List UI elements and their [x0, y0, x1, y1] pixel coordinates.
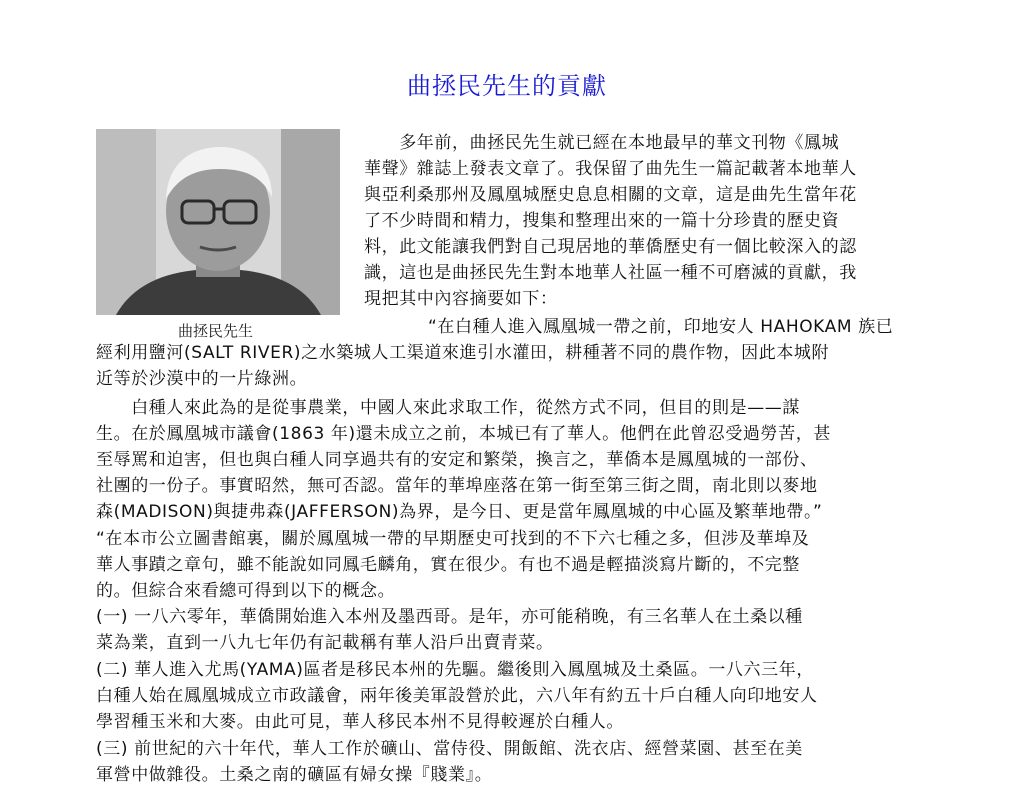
paragraph-line: (三) 前世紀的六十年代，華人工作於礦山、當侍役、開飯館、洗衣店、經營菜園、甚至在美 [96, 739, 803, 759]
paragraph-line: “在本市公立圖書館裏，關於鳳凰城一帶的早期歷史可找到的不下六七種之多，但涉及華埠及 [96, 529, 810, 549]
paragraph-line: 的。但綜合來看總可得到以下的概念。 [96, 581, 396, 601]
paragraph-line: 白種人始在鳳凰城成立市政議會，兩年後美軍設營於此，六八年有約五十戶白種人向印地安人 [96, 686, 818, 706]
paragraph-line: 至辱罵和迫害，但也與白種人同享過共有的安定和繁榮，換言之，華僑本是鳳凰城的一部份、 [96, 450, 818, 470]
paragraph-line: (二) 華人進入尤馬(YAMA)區者是移民本州的先驅。繼後則入鳳凰城及土桑區。一八六三年， [96, 660, 814, 680]
paragraph-line: “在白種人進入鳳凰城一帶之前，印地安人 HAHOKAM 族已 [428, 317, 894, 337]
paragraph-line: 現把其中內容摘要如下： [364, 289, 558, 309]
paragraph-line: 華人事蹟之章句，雖不能說如同鳳毛麟角，實在很少。有也不過是輕描淡寫片斷的，不完整 [96, 555, 800, 575]
paragraph-line: 生。在於鳳凰城市議會(1863 年)還未成立之前，本城已有了華人。他們在此曾忍受過勞苦，甚 [96, 424, 831, 444]
paragraph-line: 了不少時間和精力，搜集和整理出來的一篇十分珍貴的歷史資 [364, 211, 840, 231]
page-title: 曲拯民先生的貢獻 [407, 72, 607, 100]
paragraph-line: 近等於沙漠中的一片綠洲。 [96, 369, 308, 389]
paragraph-line: 白種人來此為的是從事農業，中國人來此求取工作，從然方式不同，但目的則是——謀 [96, 398, 800, 418]
paragraph-line: 社團的一份子。事實昭然，無可否認。當年的華埠座落在第一街至第三街之間，南北則以麥地 [96, 476, 818, 496]
paragraph-line: 與亞利桑那州及鳳凰城歷史息息相關的文章，這是曲先生當年花 [364, 185, 857, 205]
portrait-photo [96, 129, 340, 315]
paragraph-line: 菜為業，直到一八九七年仍有記載稱有華人沿戶出賣青菜。 [96, 633, 554, 653]
photo-caption: 曲拯民先生 [178, 322, 254, 340]
paragraph-line: 軍營中做雜役。土桑之南的礦區有婦女操『賤業』。 [96, 765, 493, 785]
paragraph-line: 多年前，曲拯民先生就已經在本地最早的華文刊物《鳳城 [364, 133, 840, 153]
paragraph-line: 森(MADISON)與捷弗森(JAFFERSON)為界，是今日、更是當年鳳凰城的中心區及繁華地帶。” [96, 502, 823, 522]
paragraph-line: 華聲》雜誌上發表文章了。我保留了曲先生一篇記載著本地華人 [364, 159, 857, 179]
paragraph-line: 識，這也是曲拯民先生對本地華人社區一種不可磨滅的貢獻，我 [364, 263, 857, 283]
paragraph-line: 料，此文能讓我們對自己現居地的華僑歷史有一個比較深入的認 [364, 237, 857, 257]
paragraph-line: 經利用鹽河(SALT RIVER)之水築城人工渠道來進引水灌田，耕種著不同的農作物，因此本城附 [96, 343, 830, 363]
paragraph-line: 學習種玉米和大麥。由此可見，華人移民本州不見得較遲於白種人。 [96, 712, 624, 732]
paragraph-line: (一) 一八六零年，華僑開始進入本州及墨西哥。是年，亦可能稍晚，有三名華人在土桑以種 [96, 607, 803, 627]
